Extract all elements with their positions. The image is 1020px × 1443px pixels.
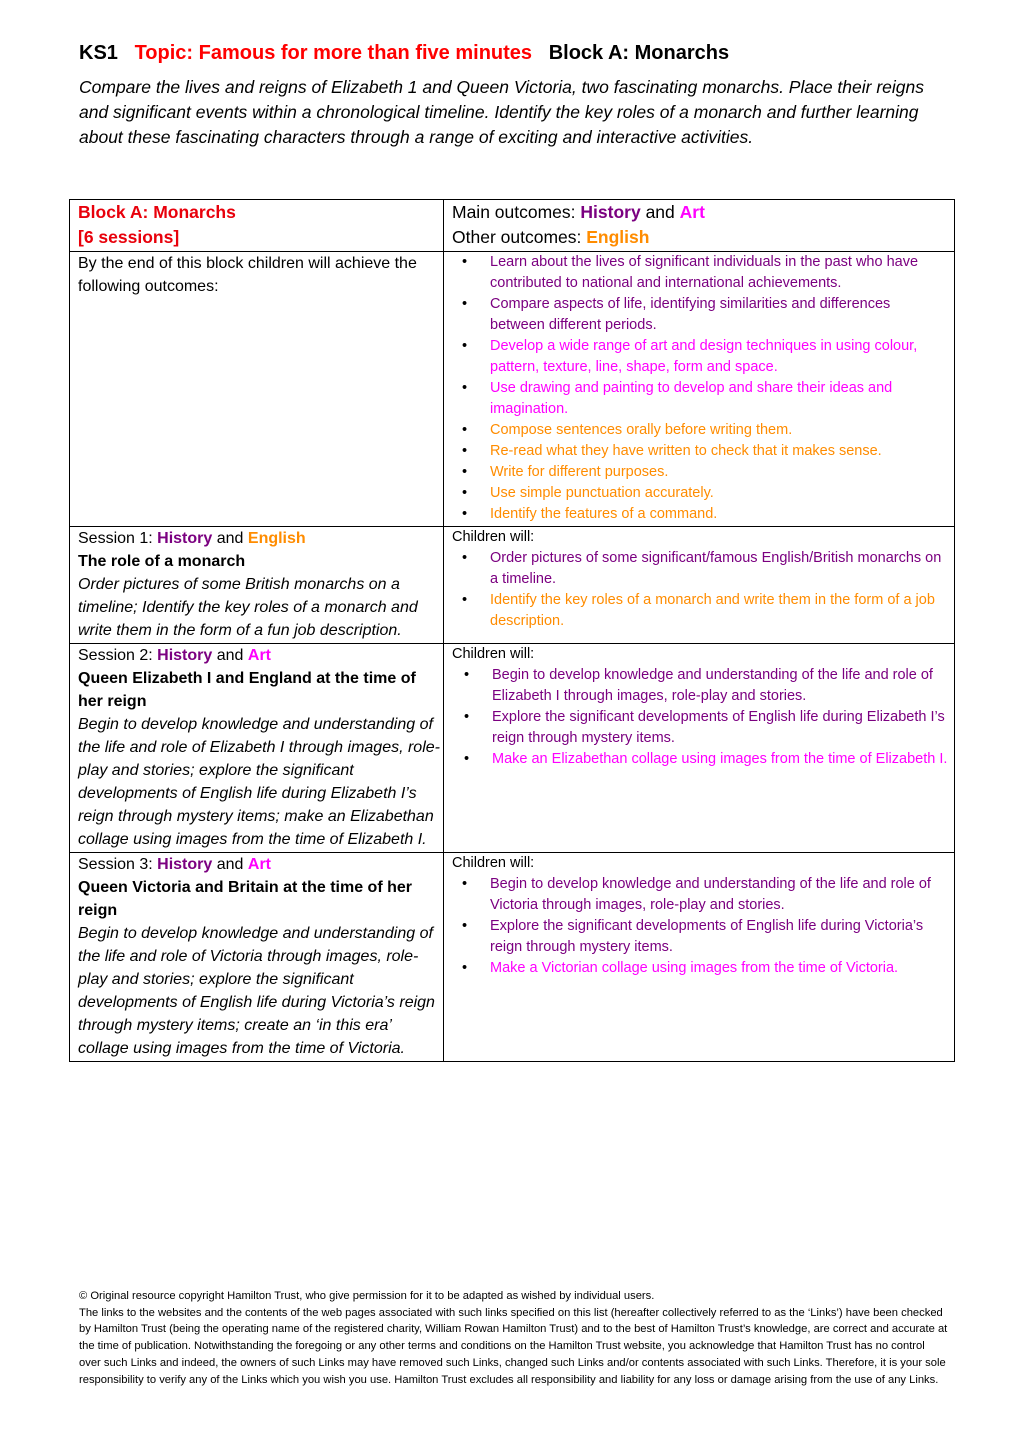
outcome-item: • Re-read what they have written to check that it makes sense.	[452, 441, 954, 462]
session-2-outcomes-list	[452, 665, 954, 770]
session-2-outcomes-cell	[444, 644, 955, 853]
block-title: Block A: Monarchs	[548, 42, 730, 64]
main-outcomes-and: and	[645, 202, 675, 222]
topic-title: Topic: Famous for more than five minutes	[134, 42, 533, 64]
other-outcome-english: English	[586, 227, 650, 247]
session-row-1	[70, 527, 955, 644]
session-1-summary-cell	[70, 527, 444, 644]
outcomes-list-cell	[444, 252, 955, 527]
other-outcomes-label: Other outcomes:	[452, 227, 587, 247]
session-1-description: Order pictures of some British monarchs on a timeline; Identify the key roles of a monarch and write them in the form of a fun job description.	[78, 576, 418, 639]
list-item: • Identify the key roles of a monarch and write them in the form of a job description.	[452, 590, 954, 632]
session-2-subject-art: Art	[247, 647, 271, 664]
session-row-3	[70, 853, 955, 1062]
list-item: • Make an Elizabethan collage using images from the time of Elizabeth I.	[452, 749, 954, 770]
session-1-label: Session 1:	[78, 530, 158, 547]
session-3-outcomes-list	[452, 874, 954, 979]
main-outcome-history: History	[580, 202, 641, 222]
session-3-summary-cell	[70, 853, 444, 1062]
session-3-and: and	[216, 856, 244, 873]
session-2-label: Session 2:	[78, 647, 158, 664]
session-3-subject-art: Art	[247, 856, 271, 873]
outcome-item: • Compose sentences orally before writing them.	[452, 420, 954, 441]
session-2-label-line	[78, 644, 443, 667]
session-1-label-line	[78, 527, 443, 550]
session-3-title: Queen Victoria and Britain at the time of her reign	[78, 879, 412, 919]
page-title	[79, 42, 729, 65]
main-outcomes-line	[452, 200, 954, 225]
outcomes-list	[452, 252, 954, 525]
outcomes-heading-cell	[444, 200, 955, 252]
session-2-title: Queen Elizabeth I and England at the time of her reign	[78, 670, 416, 710]
session-1-subject-english: English	[247, 530, 306, 547]
outcomes-intro: By the end of this block children will achieve the following outcomes:	[78, 255, 417, 295]
main-outcome-art: Art	[679, 202, 705, 222]
session-1-outcomes-cell	[444, 527, 955, 644]
footer-copyright: © Original resource copyright Hamilton Trust, who give permission for it to be adapted as wished by individual users.	[79, 1290, 655, 1302]
session-3-children-will: Children will:	[452, 855, 535, 871]
outcomes-intro-cell	[70, 252, 444, 527]
session-1-title: The role of a monarch	[78, 553, 246, 570]
session-2-children-will: Children will:	[452, 646, 535, 662]
session-2-subject-history: History	[157, 647, 213, 664]
footer	[79, 1288, 949, 1388]
sessions-count: [6 sessions]	[78, 227, 180, 247]
session-2-and: and	[216, 647, 244, 664]
outcome-item: • Develop a wide range of art and design techniques in using colour, pattern, texture, line, shape, form and space.	[452, 336, 954, 378]
list-item: • Explore the significant developments of English life during Victoria’s reign through mystery items.	[452, 916, 954, 958]
table-header-row	[70, 200, 955, 252]
session-1-outcomes-list	[452, 548, 954, 632]
other-outcomes-line	[452, 225, 954, 250]
list-item: • Order pictures of some significant/famous English/British monarchs on a timeline.	[452, 548, 954, 590]
session-1-children-will: Children will:	[452, 529, 535, 545]
session-row-2	[70, 644, 955, 853]
outcome-item: • Learn about the lives of significant individuals in the past who have contributed to national and international achievements.	[452, 252, 954, 294]
session-2-description: Begin to develop knowledge and understanding of the life and role of Elizabeth I through images, role-play and stories; explore the significant developments of English life during Elizabeth I’s reign through mystery items; make an Elizabethan collage using images from the time of Elizabeth I.	[78, 716, 440, 848]
session-3-description: Begin to develop knowledge and understanding of the life and role of Victoria through images, role-play and stories; explore the significant developments of English life during Victoria’s reign through mystery items; create an ‘in this era’ collage using images from the time of Victoria.	[78, 925, 435, 1057]
session-3-subject-history: History	[157, 856, 213, 873]
outcome-item: • Use simple punctuation accurately.	[452, 483, 954, 504]
session-3-outcomes-cell	[444, 853, 955, 1062]
key-stage-label: KS1	[79, 42, 118, 64]
session-3-label: Session 3:	[78, 856, 158, 873]
outcome-item: • Use drawing and painting to develop and share their ideas and imagination.	[452, 378, 954, 420]
session-2-summary-cell	[70, 644, 444, 853]
block-heading-cell	[70, 200, 444, 252]
list-item: • Begin to develop knowledge and understanding of the life and role of Elizabeth I through images, role-play and stories.	[452, 665, 954, 707]
list-item: • Explore the significant developments of English life during Elizabeth I’s reign through mystery items.	[452, 707, 954, 749]
main-outcomes-label: Main outcomes:	[452, 202, 581, 222]
list-item: • Begin to develop knowledge and understanding of the life and role of Victoria through images, role-play and stories.	[452, 874, 954, 916]
outcome-item: • Identify the features of a command.	[452, 504, 954, 525]
block-heading: Block A: Monarchs	[78, 202, 236, 222]
session-1-and: and	[216, 530, 244, 547]
outcomes-row	[70, 252, 955, 527]
list-item: • Make a Victorian collage using images from the time of Victoria.	[452, 958, 954, 979]
outcome-item: • Compare aspects of life, identifying similarities and differences between different periods.	[452, 294, 954, 336]
outcome-item: • Write for different purposes.	[452, 462, 954, 483]
intro-paragraph: Compare the lives and reigns of Elizabeth 1 and Queen Victoria, two fascinating monarchs. Place their reigns and significant events within a chronological timeline. Identify the key roles of a monarch and further learning about these fascinating characters through a range of exciting and interactive activities.	[79, 77, 924, 147]
footer-disclaimer: The links to the websites and the contents of the web pages associated with such links specified on this list (hereafter collectively referred to as the ‘Links’) have been checked by Hamilton Trust (being the operating name of the registered charity, William Rowan Hamilton Trust) and to the best of Hamilton Trust’s knowledge, are correct and accurate at the time of publication. Notwithstanding the foregoing or any other terms and conditions on the Hamilton Trust website, you acknowledge that Hamilton Trust has no control over such Links and indeed, the owners of such Links may have removed such Links, changed such Links and/or contents associated with such Links. Therefore, it is your sole responsibility to verify any of the Links which you wish you use. Hamilton Trust excludes all responsibility and liability for any loss or damage arising from the use of any Links.	[79, 1306, 948, 1386]
planning-table	[69, 199, 955, 1062]
session-3-label-line	[78, 853, 443, 876]
session-1-subject-history: History	[157, 530, 213, 547]
